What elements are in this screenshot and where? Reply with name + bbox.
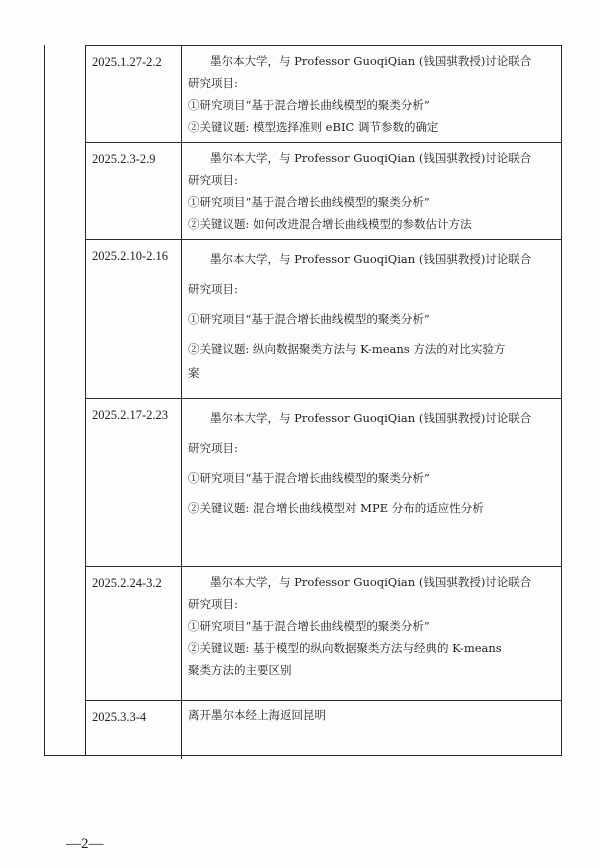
key-topic: ②关键议题: 纵向数据聚类方法与 K-means 方法的对比实验方 (188, 342, 506, 356)
table-row (86, 45, 561, 142)
project-label: 研究项目: (188, 597, 238, 611)
return-trip-line: 离开墨尔本经上海返回昆明 (188, 708, 326, 722)
table-row (86, 142, 561, 239)
meeting-line: 墨尔本大学，与 Professor GuoqiQian (钱国骐教授)讨论联合 (210, 54, 532, 68)
key-topic: ②关键议题: 基于模型的纵向数据聚类方法与经典的 K-means (188, 641, 502, 655)
meeting-line: 墨尔本大学，与 Professor GuoqiQian (钱国骐教授)讨论联合 (210, 575, 532, 589)
schedule-rows (86, 45, 561, 755)
date-cell: 2025.2.17-2.23 (86, 399, 182, 566)
date-cell: 2025.3.3-4 (86, 701, 182, 759)
table-row (86, 700, 561, 759)
content-cell (182, 399, 561, 566)
key-topic: ②关键议题: 混合增长曲线模型对 MPE 分布的适应性分析 (188, 501, 484, 515)
table-row (86, 239, 561, 398)
project-label: 研究项目: (188, 76, 238, 90)
project-label: 研究项目: (188, 441, 238, 455)
left-column (45, 45, 86, 755)
page-number: —2— (66, 836, 104, 852)
key-topic: ②关键议题: 如何改进混合增长曲线模型的参数估计方法 (188, 217, 472, 231)
content-cell (182, 240, 561, 398)
project-title: ①研究项目“基于混合增长曲线模型的聚类分析” (188, 98, 430, 112)
content-cell (182, 143, 561, 239)
meeting-line: 墨尔本大学，与 Professor GuoqiQian (钱国骐教授)讨论联合 (210, 252, 532, 266)
meeting-line: 墨尔本大学，与 Professor GuoqiQian (钱国骐教授)讨论联合 (210, 151, 532, 165)
date-cell: 2025.2.24-3.2 (86, 567, 182, 700)
date-cell: 2025.2.10-2.16 (86, 240, 182, 398)
date-cell: 2025.2.3-2.9 (86, 143, 182, 239)
content-cell (182, 567, 561, 700)
schedule-table (44, 45, 562, 756)
key-topic-continued: 聚类方法的主要区别 (188, 663, 292, 677)
table-row (86, 398, 561, 566)
content-cell (182, 46, 561, 142)
project-title: ①研究项目“基于混合增长曲线模型的聚类分析” (188, 312, 430, 326)
project-title: ①研究项目“基于混合增长曲线模型的聚类分析” (188, 195, 430, 209)
date-cell: 2025.1.27-2.2 (86, 46, 182, 142)
project-label: 研究项目: (188, 173, 238, 187)
content-cell (182, 701, 561, 759)
project-title: ①研究项目“基于混合增长曲线模型的聚类分析” (188, 619, 430, 633)
meeting-line: 墨尔本大学，与 Professor GuoqiQian (钱国骐教授)讨论联合 (210, 411, 532, 425)
key-topic: ②关键议题: 模型选择准则 eBIC 调节参数的确定 (188, 120, 439, 134)
key-topic-continued: 案 (188, 366, 200, 380)
project-title: ①研究项目“基于混合增长曲线模型的聚类分析” (188, 471, 430, 485)
table-row (86, 566, 561, 700)
project-label: 研究项目: (188, 282, 238, 296)
